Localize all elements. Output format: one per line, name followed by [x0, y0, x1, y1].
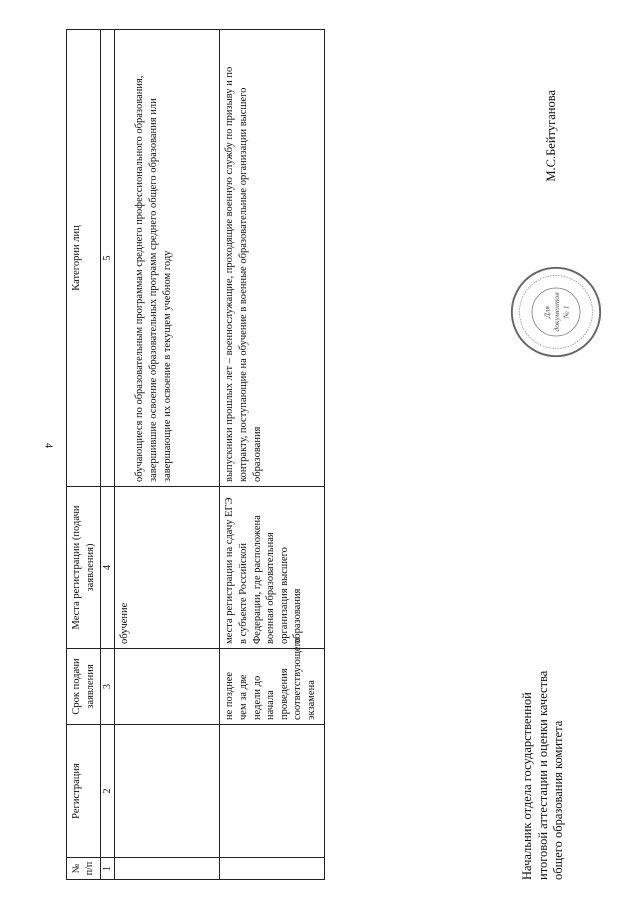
table-cell: выпускники прошлых лет – военнослужащие, проходящие военную службу по призыву и по контракту, поступающие на обучение в военные образовательные организации высшего образования: [220, 30, 325, 487]
table-cell: места регистрации на сдачу ЕГЭ в субъекте Российской Федерации, где расположена военная образовательная организация высшего образования: [220, 487, 325, 649]
official-seal-stamp: [508, 264, 604, 360]
signature-block: [520, 30, 600, 880]
header-categories: Категории лиц: [67, 30, 101, 487]
stamp-text: документов: [551, 292, 561, 332]
table-cell: [220, 858, 325, 880]
column-number: 5: [101, 30, 115, 487]
header-deadline: Срок подачи заявления: [67, 649, 101, 725]
column-numbers-row: [101, 30, 115, 880]
page-number: 4: [42, 443, 54, 448]
table-cell: не позднее чем за две недели до начала проведения соответствующего экзамена: [220, 649, 325, 725]
position-line: итоговой аттестации и оценки качества: [535, 670, 550, 880]
table-cell: [115, 649, 220, 725]
table-cell: обучение: [115, 487, 220, 649]
table-header-row: [67, 30, 101, 880]
position-title: [520, 671, 567, 880]
signer-name: М.С.Бейтуганова: [544, 90, 558, 182]
column-number: 3: [101, 649, 115, 725]
registration-table: [66, 29, 325, 880]
header-place: Места регистрации (подачи заявления): [67, 487, 101, 649]
table-cell: обучающиеся по образовательным программам среднего профессионального образования, завершившие освоение образовательных программ среднего общего образования или завершающие их освоение в текущем учебном году: [115, 30, 220, 487]
position-line: Начальник отдела государственной: [520, 692, 534, 880]
stamp-text: Для: [542, 306, 552, 318]
position-line: общего образования комитета: [551, 720, 566, 880]
stamp-text: № 1: [561, 305, 571, 319]
header-number: № п/п: [67, 858, 101, 880]
column-number: 1: [101, 858, 115, 880]
table-cell: [115, 725, 220, 858]
table-row: [220, 30, 325, 880]
table-cell: [115, 858, 220, 880]
table-cell: [220, 725, 325, 858]
table-row: [115, 30, 220, 880]
column-number: 2: [101, 725, 115, 858]
column-number: 4: [101, 487, 115, 649]
header-registration: Регистрация: [67, 725, 101, 858]
